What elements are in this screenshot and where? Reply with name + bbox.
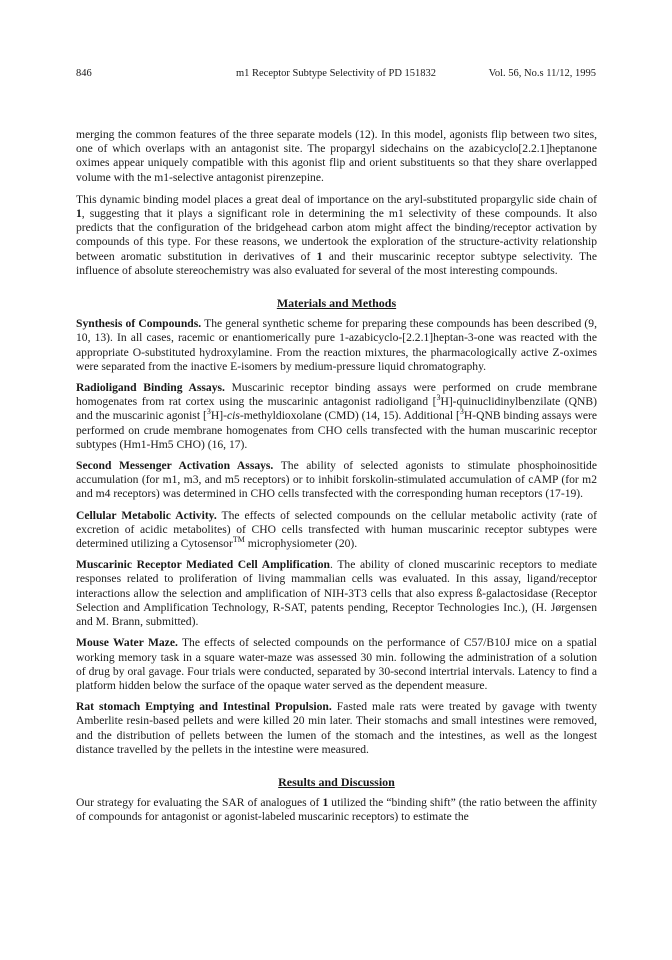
section-heading-results-discussion: Results and Discussion	[278, 774, 395, 789]
compound-ref: 1	[76, 207, 82, 221]
intro-p2-text-c: and their muscarinic receptor subtype selectivity. The influence of absolute stereochemistry was also evaluated for several of the most interesting compounds.	[76, 249, 597, 277]
paragraph-cell-amplification	[76, 558, 597, 629]
italic-text: cis	[226, 409, 240, 423]
paragraph-text: Fasted male rats were treated by gavage with twenty Amberlite resin-based pellets and were killed 20 min later. Their stomachs and small intestines were removed, and the distribution of pellets between the lumen of the stomach and the intestines, as well as the longest distance travelled by the pellets in the intestine were measured.	[76, 700, 597, 756]
paragraph-text: microphysiometer (20).	[244, 537, 358, 551]
trademark-superscript: TM	[232, 535, 245, 545]
running-header	[76, 68, 596, 82]
paragraph-text: H]-	[210, 409, 227, 423]
journal-info: Vol. 56, No.s 11/12, 1995	[488, 68, 596, 79]
superscript: 3	[206, 407, 211, 417]
run-in-heading: Mouse Water Maze.	[76, 636, 178, 650]
paragraph-text: The effects of selected compounds on the performance of C57/B10J mice on a spatial working memory task in a square water-maze was assessed 30 min. following the administration of a solution of drug by oral gavage. Four trials were conducted, separated by 30-second intertrial intervals. Latency to find a platform hidden below the surface of the opaque water served as the dependent measure.	[76, 636, 597, 692]
superscript: 3	[436, 393, 441, 403]
compound-ref: 1	[322, 796, 329, 810]
paragraph-text: H-QNB binding assays were performed on crude membrane homogenates from CHO cells transfected with the human muscarinic receptor subtypes (Hm1-Hm5 CHO) (16, 17).	[76, 409, 597, 451]
paragraph-text: The general synthetic scheme for preparing these compounds has been described (9, 10, 13). In all cases, racemic or enantiomerically pure 1-azabicyclo-[2.2.1]heptan-3-one was reacted with the appropriate O-substituted hydroxylamine. From the reaction mixtures, the pharmacologically active Z-oximes were separated from the inactive E-isomers by medium-pressure liquid chromatography.	[76, 317, 597, 373]
paragraph-text: Our strategy for evaluating the SAR of analogues of	[76, 796, 323, 810]
intro-p2-text-a: This dynamic binding model places a great deal of importance on the aryl-substituted propargylic side chain of	[76, 192, 597, 206]
compound-ref: 1	[316, 249, 323, 263]
paragraph-text: Muscarinic receptor binding assays were performed on crude membrane homogenates from rat cortex using the muscarinic antagonist radioligand [	[76, 381, 597, 409]
intro-paragraph-2	[76, 193, 597, 278]
paragraph-text: . The ability of cloned muscarinic receptors to mediate responses related to proliferation of living mammalian cells was evaluated. In this assay, ligand/receptor interactions allow the selection and amplification of NIH-3T3 cells that also express ß-galactosidase (Receptor Selection and Amplification Technology, R-SAT, patents pending, Receptor Technologies Inc.), (H. Jørgensen and M. Brann, submitted).	[76, 558, 597, 629]
paragraph-cellular-metabolic	[76, 509, 597, 552]
paragraph-text: The ability of selected agonists to stimulate phosphoinositide accumulation (for m1, m3, and m5 receptors) or to inhibit forskolin-stimulated accumulation of cAMP (for m2 and m4 receptors) was determined in CHO cells transfected with the corresponding human receptors (17-19).	[76, 459, 597, 501]
paragraph-synthesis	[76, 317, 597, 374]
paragraph-rat-stomach	[76, 700, 597, 757]
run-in-heading: Synthesis of Compounds.	[76, 317, 202, 331]
running-title: m1 Receptor Subtype Selectivity of PD 151832	[235, 68, 437, 79]
intro-p2-text-b: , suggesting that it plays a significant role in determining the m1 selectivity of these compounds. It also predicts that the configuration of the bridgehead carbon atom might affect the binding/receptor activation by compounds of this type. For these reasons, we undertook the exploration of the structure-activity relationship between aromatic substitution in derivatives of	[76, 207, 597, 263]
paragraph-results	[76, 796, 597, 824]
paragraph-radioligand	[76, 381, 597, 452]
paragraph-text: -methyldioxolane (CMD) (14, 15). Additional [	[239, 409, 460, 423]
paragraph-text: H]-quinuclidinylbenzilate (QNB) and the muscarinic agonist [	[76, 395, 597, 423]
page-number: 846	[76, 68, 92, 79]
paragraph-text: utilized the “binding shift” (the ratio between the affinity of compounds for antagonist or agonist-labeled muscarinic receptors) to estimate the	[76, 796, 598, 824]
run-in-heading: Rat stomach Emptying and Intestinal Propulsion.	[76, 700, 332, 714]
run-in-heading: Second Messenger Activation Assays.	[76, 459, 274, 473]
paragraph-water-maze	[76, 636, 597, 693]
paragraph-text: The effects of selected compounds on the cellular metabolic activity (rate of excretion of acidic metabolites) of CHO cells transfected with human muscarinic receptor subtypes were determined utilizing a Cytosensor	[76, 508, 597, 551]
section-heading-materials-methods: Materials and Methods	[276, 296, 397, 311]
intro-paragraph-1: merging the common features of the three separate models (12). In this model, agonists flip between two sites, one of which overlaps with an antagonist site. The propargyl sidechains on the azabicyclo[2.2.1]heptanone oximes appear uniquely compatible with this agonist flip and orient substituents so that they share overlapped volume with the m1-selective antagonist pirenzepine.	[76, 128, 597, 184]
superscript: 3	[459, 407, 464, 417]
paragraph-second-messenger	[76, 459, 597, 502]
run-in-heading: Cellular Metabolic Activity.	[76, 508, 217, 522]
run-in-heading: Radioligand Binding Assays.	[76, 381, 225, 395]
body-text	[76, 128, 597, 833]
run-in-heading: Muscarinic Receptor Mediated Cell Amplification	[76, 558, 330, 572]
